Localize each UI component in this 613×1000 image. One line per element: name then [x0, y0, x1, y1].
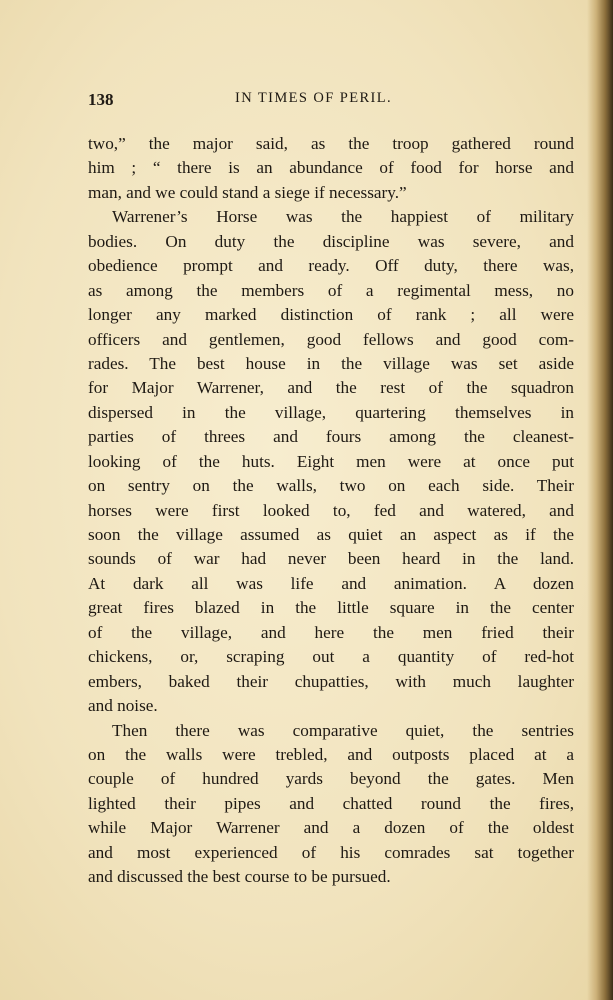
text-line: as among the members of a regimental mess, no: [88, 280, 574, 300]
text-line: obedience prompt and ready. Off duty, there was,: [88, 256, 574, 276]
text-line: great fires blazed in the little square in the center: [88, 598, 574, 618]
text-line: on the walls were trebled, and outposts placed at a: [88, 744, 574, 764]
text-line: two,” the major said, as the troop gathered round: [88, 134, 574, 153]
text-line: on sentry on the walls, two on each side. Their: [88, 476, 574, 496]
text-line: Warrener’s Horse was the happiest of military: [112, 207, 574, 227]
text-line: and noise.: [88, 696, 158, 716]
text-line: while Major Warrener and a dozen of the oldest: [88, 818, 574, 838]
text-line: and discussed the best course to be pursued.: [88, 867, 391, 887]
body-text: [88, 132, 574, 890]
text-line: horses were first looked to, fed and watered, and: [88, 500, 574, 520]
text-line: looking of the huts. Eight men were at once put: [88, 451, 574, 471]
text-line: bodies. On duty the discipline was severe, and: [88, 231, 574, 251]
text-line: soon the village assumed as quiet an aspect as if the: [88, 525, 574, 544]
text-line: lighted their pipes and chatted round the fires,: [88, 793, 574, 813]
text-line: longer any marked distinction of rank ; all were: [88, 305, 574, 325]
text-line: couple of hundred yards beyond the gates. Men: [88, 769, 574, 789]
running-head: IN TIMES OF PERIL.: [235, 90, 393, 106]
text-line: embers, baked their chupatties, with much laughter: [88, 671, 574, 691]
text-line: parties of threes and fours among the cleanest-: [88, 427, 574, 447]
text-line: officers and gentlemen, good fellows and good com-: [88, 329, 574, 349]
text-line: chickens, or, scraping out a quantity of red-hot: [88, 647, 574, 667]
text-line: him ; “ there is an abundance of food for horse and: [88, 158, 574, 178]
text-line: dispersed in the village, quartering themselves in: [88, 402, 574, 422]
text-line: rades. The best house in the village was set aside: [88, 353, 574, 373]
text-line: and most experienced of his comrades sat together: [88, 842, 574, 862]
text-line: of the village, and here the men fried their: [88, 622, 574, 642]
text-line: man, and we could stand a siege if necessary.”: [88, 182, 407, 202]
text-line: sounds of war had never been heard in the land.: [88, 549, 574, 569]
text-line: At dark all was life and animation. A dozen: [88, 573, 574, 593]
page-header: [88, 90, 574, 112]
text-line: for Major Warrener, and the rest of the squadron: [88, 378, 574, 398]
page-gutter-shadow: [587, 0, 613, 1000]
text-line: Then there was comparative quiet, the sentries: [112, 720, 574, 740]
page-number: 138: [88, 90, 114, 109]
